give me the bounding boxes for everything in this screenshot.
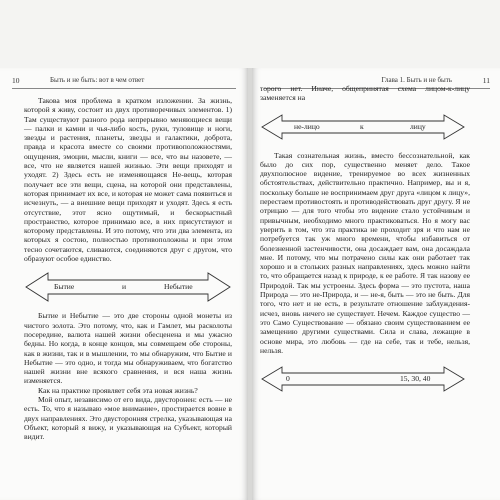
bidirectional-arrow-diagram <box>260 107 470 147</box>
arrow-label-mid: к <box>360 121 364 131</box>
running-title: Быть и не быть: вот в чем ответ <box>50 76 145 84</box>
paragraph: Мой опыт, независимо от его вида, двусторонен: есть — не есть. То, что я называю «мое внимание», простирается вовне в двух направлениях. Это двусторонняя стрелка, указывающая на Объект, который я вижу, и указывающая на Субъект, который видит. <box>24 395 232 442</box>
paragraph: Такова моя проблема в кратком изложении. За жизнь, которой я живу, состоит из двух противоречивых элементов. 1) Там существуют разного рода непрерывно меняющиеся вещи — палки и камни и чья-либо кость, руки, туловище и ноги, звезды и растения, планеты, звезды и галактики, доброта, правда и красота вместе со своими противоположностями, ощущения, эмоции, мысли, книги — все, что вы назовете, — все, что не является нашей жизнью. Эти вещи приходят и уходят. 2) Здесь есть не изменяющаяся Не-вещь, которая получает все эти вещи, сцена, на которой они представлены, которая принимает их все, и которая не может сама появиться и исчезнуть, — а внешние вещи приходят и уходят. Здесь я есть отсутствие, этот ясно ощутимый, и бескорыстный пространство, которое принимаю все, в них присутствуют и которому представлены. И это потому, что эти два элемента, из которых я состою, полностью противоположны и при этом тесно сочетаются, сливаются, соединяются друг с другом, что образуют особое единство. <box>24 96 232 264</box>
page-number: 11 <box>482 76 490 85</box>
arrow-label-left: не-лицо <box>294 121 320 131</box>
paragraph: Такая сознательная жизнь, вместо бессознательной, как было до сих пор, существенно меняет дело. Такое двухполюсное видение, тренируемое во всех жизненных обстоятельствах, действительно практично. Например, вы и я, поскольку больше не воспринимаем друг друга «лицом к лицу», перестаем противостоять и противодействовать друг другу. Я не отрицаю — для того чтобы это видение стало устойчивым и привычным, необходимо много практиковаться. Но я могу вас уверить в том, что эта практика не проходит зря и что нам не потребуется так уж много времени, чтобы избавиться от болезненной застенчивости, она досаждает вам, она досаждала мне. И потому, что мы потрачено силы как они работает так хорошо и в стольких разных направлениях, здесь можно найти то, что обращается назад к природе, к ее работе. Я так назову ее Природой. Так мы устроены. Здесь форма — это пустота, наша Природа — это не-Природа, и — не-я, быть — это не быть. Для того, что нет и не есть, в результате отношение заблуждения-исчез, вновь ничего не существует. Нечем. Каждое существо — это Само Существование — обязано своим существованием ее замещению другими существами. Сила и слава, лежащие в основе мира, это любовь — где на себе, так и тебе, нельзя, нельзя. <box>260 150 470 355</box>
right-page-body <box>260 84 470 403</box>
left-page <box>0 68 248 500</box>
paragraph: Бытие и Небытие — это две стороны одной монеты из чистого золота. Это потому, что, как и Гамлет, мы расколоты посередине, валюта нашей жизни обесценена и мы ужасно бедны. Но когда, в конце концов, мы совмещаем обе стороны, как в жизни, так и в мышлении, то мы обнаружим, что Бытие и Небытие — это одно, и тогда мы обнаруживаем, что богатство нашей жизни вне всякого сравнения, и вся наша жизнь изменяется. <box>24 311 232 386</box>
arrow-label-mid: и <box>122 282 127 292</box>
arrow-label-left: 0 <box>286 374 290 384</box>
double-arrow-icon <box>260 359 466 399</box>
arrow-label-right: Небытие <box>164 282 193 292</box>
page-number: 10 <box>12 76 20 85</box>
arrow-label-left: Бытие <box>54 282 75 292</box>
right-page <box>252 68 500 500</box>
bidirectional-arrow-diagram <box>260 359 470 399</box>
left-page-header <box>12 76 236 89</box>
paragraph: Как на практике проявляет себя эта новая жизнь? <box>38 385 198 395</box>
running-title: Глава 1. Быть и не быть <box>381 76 452 84</box>
left-page-body <box>24 96 232 442</box>
paragraph: торого нет. Иначе, общепринятая схема лицом-к-лицу заменяется на <box>260 84 470 103</box>
arrow-label-right: 15, 30, 40 <box>400 374 431 384</box>
bidirectional-arrow-diagram <box>24 267 232 307</box>
arrow-label-right: лицу <box>410 121 426 131</box>
